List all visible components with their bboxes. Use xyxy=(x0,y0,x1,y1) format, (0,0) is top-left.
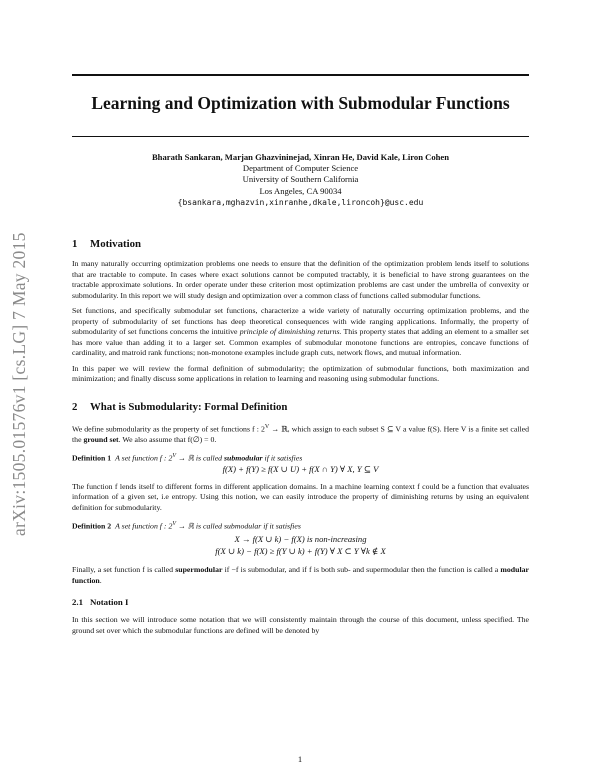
paragraph: The function f lends itself to different forms in different application domains. In a machine learning context f could be a function that evaluates information of a given set, i.e entropy. Using this notion, we can easily introduce the property of diminishing returns by using an equivalent definition for submodularity. xyxy=(72,481,529,512)
author-block xyxy=(72,152,529,208)
paragraph: Finally, a set function f is called supermodular if −f is submodular, and if f is both sub- and supermodular then the function is called a modular function. xyxy=(72,565,529,585)
equation-def1: f(X) + f(Y) ≥ f(X ∪ U) + f(X ∩ Y) ∀ X, Y ⊆ V xyxy=(222,464,379,475)
subsection-number: 2.1 xyxy=(72,597,83,608)
section-number: 2 xyxy=(72,400,78,413)
section-title: What is Submodularity: Formal Definition xyxy=(90,400,288,413)
arxiv-identifier: arXiv:1505.01576v1 [cs.LG] 7 May 2015 xyxy=(9,232,29,536)
subsection-title: Notation I xyxy=(90,597,129,608)
author-names: Bharath Sankaran, Marjan Ghazvininejad, Xinran He, David Kale, Liron Cohen xyxy=(151,152,450,162)
page-number: 1 xyxy=(297,754,303,764)
paragraph: In this paper we will review the formal definition of submodularity; the optimization of submodular functions, both maximization and minimization; and finally discuss some applications in relation to learning and reasoning using submodular functions. xyxy=(72,363,529,383)
city: Los Angeles, CA 90034 xyxy=(259,185,342,196)
author-emails: {bsankara,mghazvin,xinranhe,dkale,lironcoh}@usc.edu xyxy=(177,197,424,207)
section-number: 1 xyxy=(72,238,78,250)
subsection-heading-notation xyxy=(72,597,529,607)
paragraph: We define submodularity as the property of set functions f : $2^V$ → ℝ, which assign to each subset S ⊆ V a value f(S). Here V is a finite set called the ground set. We also assume that f(∅) = 0. xyxy=(72,423,529,444)
equation-def2-line1: X → f(X ∪ k) − f(X) is non-increasing xyxy=(234,534,367,545)
paper-body xyxy=(72,238,529,636)
paragraph: In many naturally occurring optimization problems one needs to ensure that the definition of the optimization problem lends itself to solutions that are tractable to compute. In cases where exact solutions cannot be computed tractably, it is beneficial to have strong guarantees on the tractable approximate solutions. In order operate under these criterion most optimization problems are cast under the umbrella of convexity or submodularity. In this report we will study design and optimization over a common class of functions called submodular functions. xyxy=(72,259,529,300)
paragraph: Set functions, and specifically submodular set functions, characterize a wide variety of naturally occurring optimization problems, and the property of submodularity of set functions has deep theoretical consequences with wide ranging applications. Informally, the property of submodularity of set functions concerns the intuitive principle of diminishing returns. This property states that adding an element to a smaller set has more value than adding it to a larger set. Common examples of submodular monotone functions are entropies, concave functions of cardinality, and matroid rank functions; non-monotone examples include graph cuts, network flows, and mutual information. xyxy=(72,306,529,357)
title-rule-top xyxy=(72,74,529,76)
definition-1: Definition 1 A set function f : $2^V$ → ℝ is called submodular if it satisfies xyxy=(72,453,303,463)
paragraph: In this section we will introduce some notation that we will consistently maintain through the course of this document, unless specified. The ground set over which the submodular functions are defined will be denoted by xyxy=(72,615,529,635)
university: University of Southern California xyxy=(242,174,359,185)
definition-2: Definition 2 A set function f : $2^V$ → ℝ is called submodular if it satisfies xyxy=(72,521,301,531)
title-rule-bottom xyxy=(72,136,529,137)
equation-def2-line2: f(X ∪ k) − f(X) ≥ f(Y ∪ k) + f(Y) ∀ X ⊂ Y ∀k ∉ X xyxy=(215,545,386,556)
paper-title: Learning and Optimization with Submodular Functions xyxy=(91,93,510,113)
section-title: Motivation xyxy=(90,238,141,250)
section-heading-motivation xyxy=(72,238,529,250)
section-heading-definition xyxy=(72,401,529,413)
department: Department of Computer Science xyxy=(242,163,359,174)
